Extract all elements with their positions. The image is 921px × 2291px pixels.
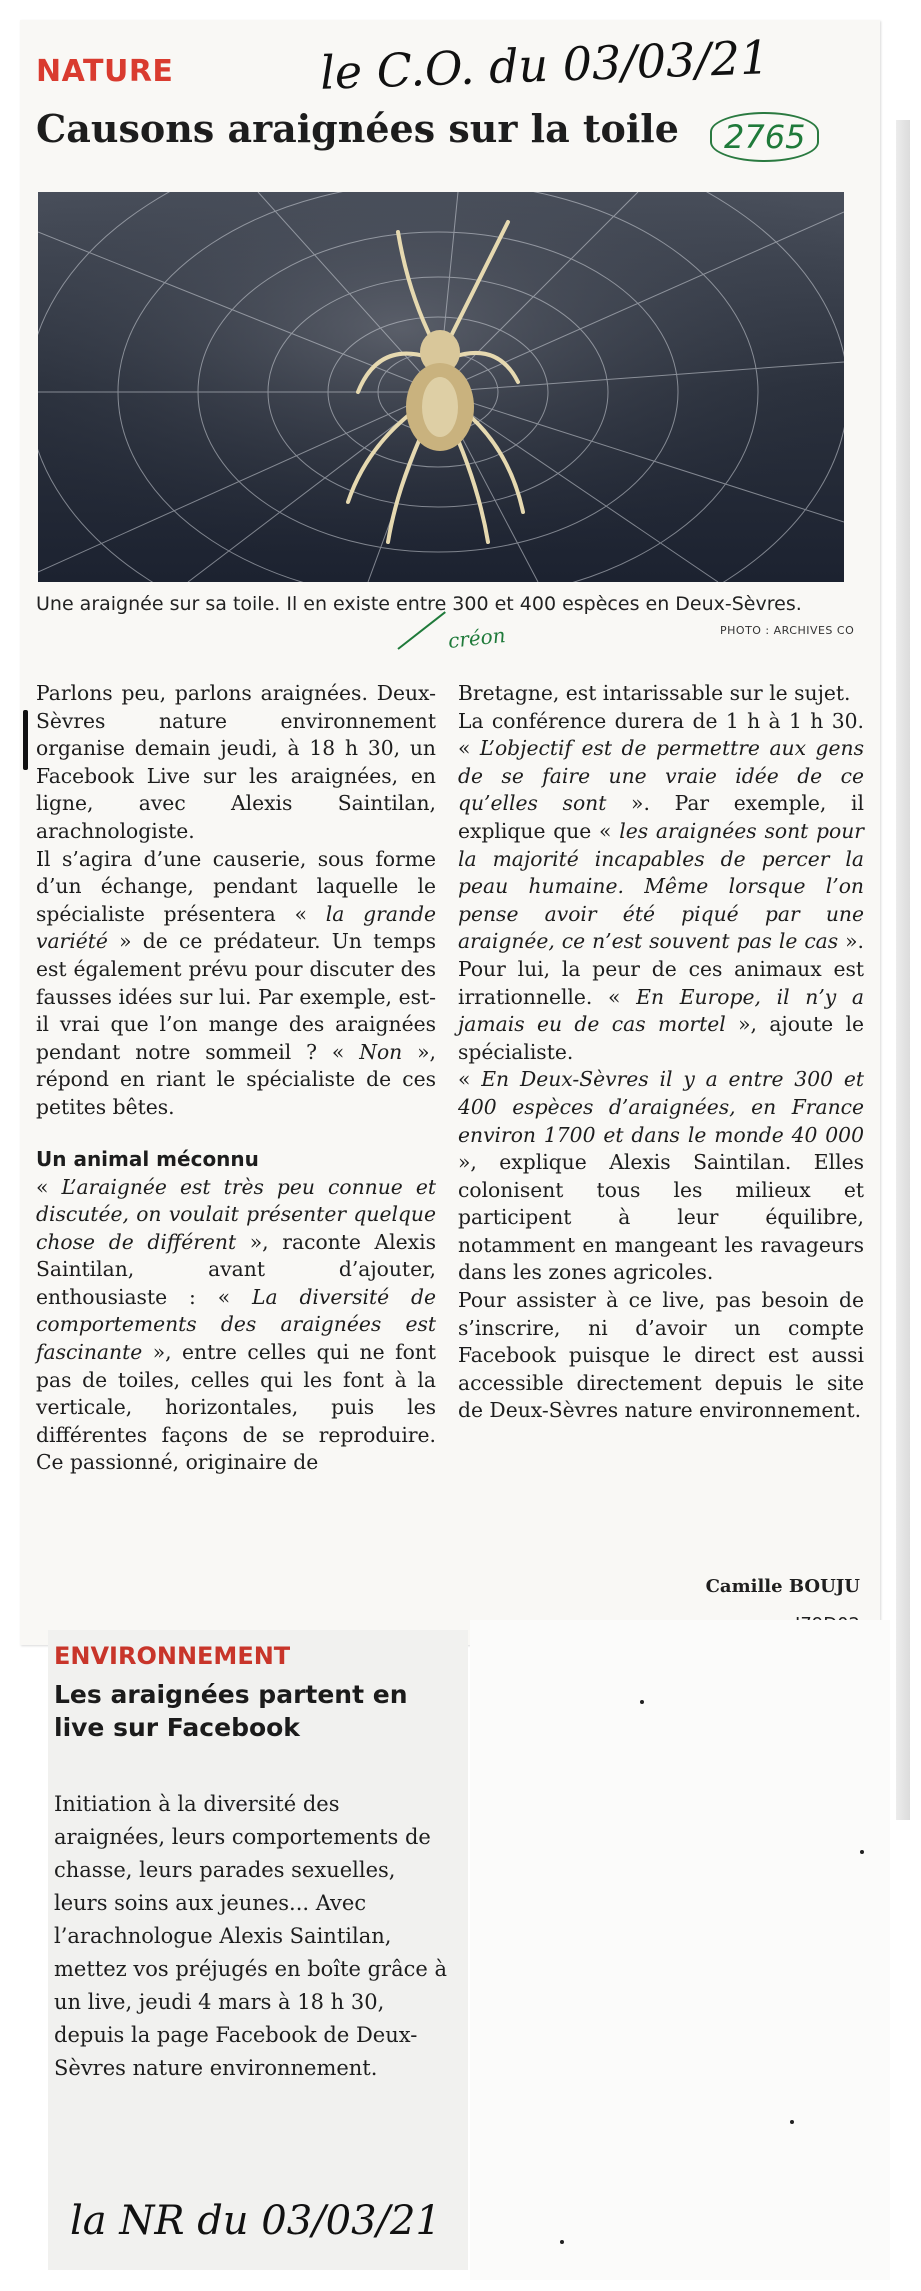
section-label: NATURE: [36, 54, 174, 89]
handwritten-archive-number: 2765: [710, 112, 819, 162]
brief-body: Initiation à la diversité des araignées, leurs comportements de chasse, leurs parades sexuelles, leurs soins aux jeunes... Avec l’arachnologue Alexis Saintilan, mettez vos préjugés en boîte grâce à un live, jeudi 4 mars à 18 h 30, depuis la page Facebook de Deux-Sèvres nature environnement.: [54, 1792, 447, 2080]
paragraph: Parlons peu, parlons araignées. Deux-Sèvres nature environnement organise demain jeudi, à 18 h 30, un Facebook Live sur les araignées, en ligne, avec Alexis Saintilan, arachnologiste.: [36, 681, 436, 843]
photo-credit: PHOTO : ARCHIVES CO: [720, 624, 855, 637]
handwritten-annotation: créon: [446, 623, 507, 653]
newspaper-clipping-co: [20, 20, 880, 1645]
paragraph: Il s’agira d’une causerie, sous forme d’un échange, pendant laquelle le spécialiste présentera « la grande variété » de ce prédateur. Un temps est également prévu pour discuter des fausses idées sur lui. Par exemple, est-il vrai que l’on mange des araignées pendant notre sommeil ? « Non », répond en riant le spécialiste de ces petites bêtes.: [36, 846, 436, 1119]
spider-web-illustration: [38, 192, 844, 582]
spider-photo: [38, 192, 844, 582]
article-headline: Causons araignées sur la toile: [36, 106, 679, 151]
paragraph: La conférence durera de 1 h à 1 h 30. « L’objectif est de permettre aux gens de se faire une vraie idée de ce qu’elles sont ». Par exemple, il explique que « les araignées sont pour la majorité incapables de percer la peau humaine. Même lorsque l’on pense avoir été piqué par une araignée, ce n’est souvent pas le cas ». Pour lui, la peur de ces animaux est irrationnelle. « En Europe, il n’y a jamais eu de cas mortel », ajoute le spécialiste.: [458, 708, 865, 1064]
brief-title: Les araignées partent en live sur Facebook: [54, 1680, 408, 1742]
handwritten-source-note: le C.O. du 03/03/21: [319, 30, 771, 100]
blank-paper-area: [470, 1620, 890, 2280]
article-column-right: [458, 680, 864, 1425]
speck: [790, 2120, 794, 2124]
paragraph: « En Deux-Sèvres il y a entre 300 et 400 espèces d’araignées, en France environ 1700 et dans le monde 40 000 », explique Alexis Saintilan. Elles colonisent tous les milieux et participent à leur équilibre, notamment en mangeant les ravageurs dans les zones agricoles.: [458, 1067, 864, 1285]
article-column-left: [36, 680, 436, 1477]
paragraph: « L’araignée est très peu connue et discutée, on voulait présenter quelque chose de différent », raconte Alexis Saintilan, avant d’ajouter, enthousiaste : « La diversité de comportements des araignées est fascinante », entre celles qui ne font pas de toiles, celles qui les font à la verticale, horizontales, puis les différentes façons de se reproduire. Ce passionné, originaire de: [36, 1174, 436, 1475]
subheading: Un animal méconnu: [36, 1146, 259, 1171]
margin-mark: [23, 710, 28, 770]
newspaper-clipping-nr: [48, 1630, 468, 2270]
speck: [560, 2240, 564, 2244]
scan-edge: [896, 120, 910, 1820]
handwritten-source-note: la NR du 03/03/21: [70, 2198, 441, 2244]
author-byline: Camille BOUJU: [705, 1576, 860, 1597]
speck: [640, 1700, 644, 1704]
photo-caption: Une araignée sur sa toile. Il en existe entre 300 et 400 espèces en Deux-Sèvres.: [36, 593, 802, 615]
speck: [860, 1850, 864, 1854]
paragraph: Pour assister à ce live, pas besoin de s’inscrire, ni d’avoir un compte Facebook puisque le direct est aussi accessible directement depuis le site de Deux-Sèvres nature environnement.: [458, 1288, 864, 1423]
paragraph: Bretagne, est intarissable sur le sujet.: [458, 681, 851, 705]
section-label: ENVIRONNEMENT: [54, 1642, 291, 1670]
